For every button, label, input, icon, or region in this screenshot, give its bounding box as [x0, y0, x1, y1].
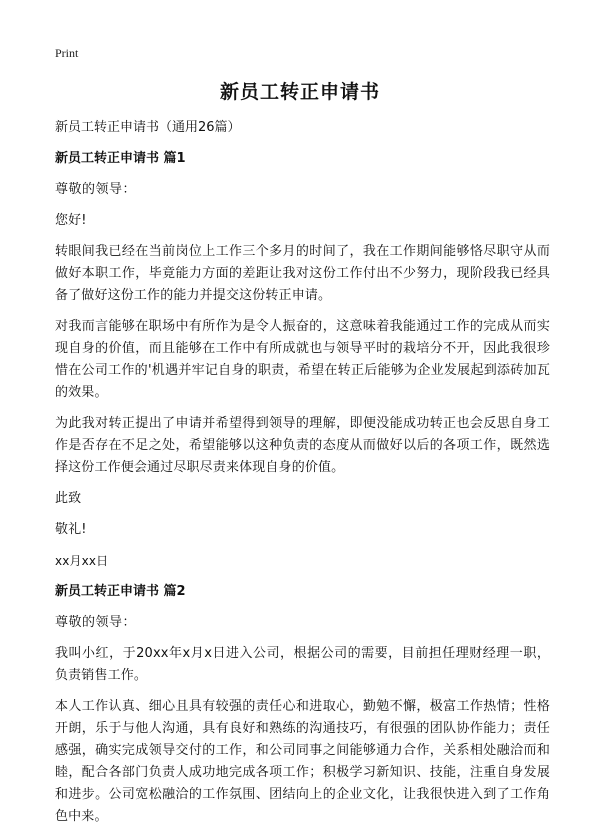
section-1-closing-1: 此致: [55, 491, 82, 506]
section-1-greeting: 您好!: [55, 213, 87, 228]
print-label[interactable]: Print: [55, 46, 79, 60]
section-1-paragraph-3: 为此我对转正提出了申请并希望得到领导的理解，即便没能成功转正也会反思自身工作是否存在不足之处，希望能够以这种负责的态度从而做好以后的各项工作，既然选择这份工作便会通过尽职尽责来体现自身的价值。: [55, 416, 550, 475]
section-2-salutation: 尊敬的领导：: [55, 615, 137, 630]
section-1-closing-2: 敬礼!: [55, 522, 87, 537]
document-title: 新员工转正申请书: [219, 81, 380, 103]
section-1-paragraph-2: 对我而言能够在职场中有所作为是令人振奋的，这意味着我能通过工作的完成从而实现自身的价值，而且能够在工作中有所成就也与领导平时的栽培分不开，因此我很珍惜在公司工作的'机遇并牢记自身的职责，希望在转正后能够为企业发展起到添砖加瓦的效果。: [55, 319, 550, 400]
section-1-heading: 新员工转正申请书 篇1: [55, 151, 186, 166]
document-body: [55, 117, 550, 828]
section-1-paragraph-1: 转眼间我已经在当前岗位上工作三个多月的时间了，我在工作期间能够恪尽职守从而做好本职工作，毕竟能力方面的差距让我对这份工作付出不少努力，现阶段我已经具备了做好这份工作的能力并提交这份转正申请。: [55, 244, 550, 303]
section-1-date: xx月xx日: [55, 554, 109, 568]
document-subtitle: 新员工转正申请书（通用26篇）: [55, 120, 241, 135]
section-2-paragraph-1: 我叫小红，于20xx年x月x日进入公司，根据公司的需要，目前担任理财经理一职，负责销售工作。: [55, 646, 550, 683]
section-2-paragraph-2: 本人工作认真、细心且具有较强的责任心和进取心，勤勉不懈，极富工作热情；性格开朗，乐于与他人沟通，具有良好和熟练的沟通技巧，有很强的团队协作能力；责任感强，确实完成领导交付的工作，和公司同事之间能够通力合作，关系相处融洽而和睦，配合各部门负责人成功地完成各项工作；积极学习新知识、技能，注重自身发展和进步。公司宽松融洽的工作氛围、团结向上的企业文化，让我很快进入到了工作角色中来。: [55, 699, 550, 824]
section-2-heading: 新员工转正申请书 篇2: [55, 584, 186, 599]
section-1-salutation: 尊敬的领导：: [55, 182, 137, 197]
